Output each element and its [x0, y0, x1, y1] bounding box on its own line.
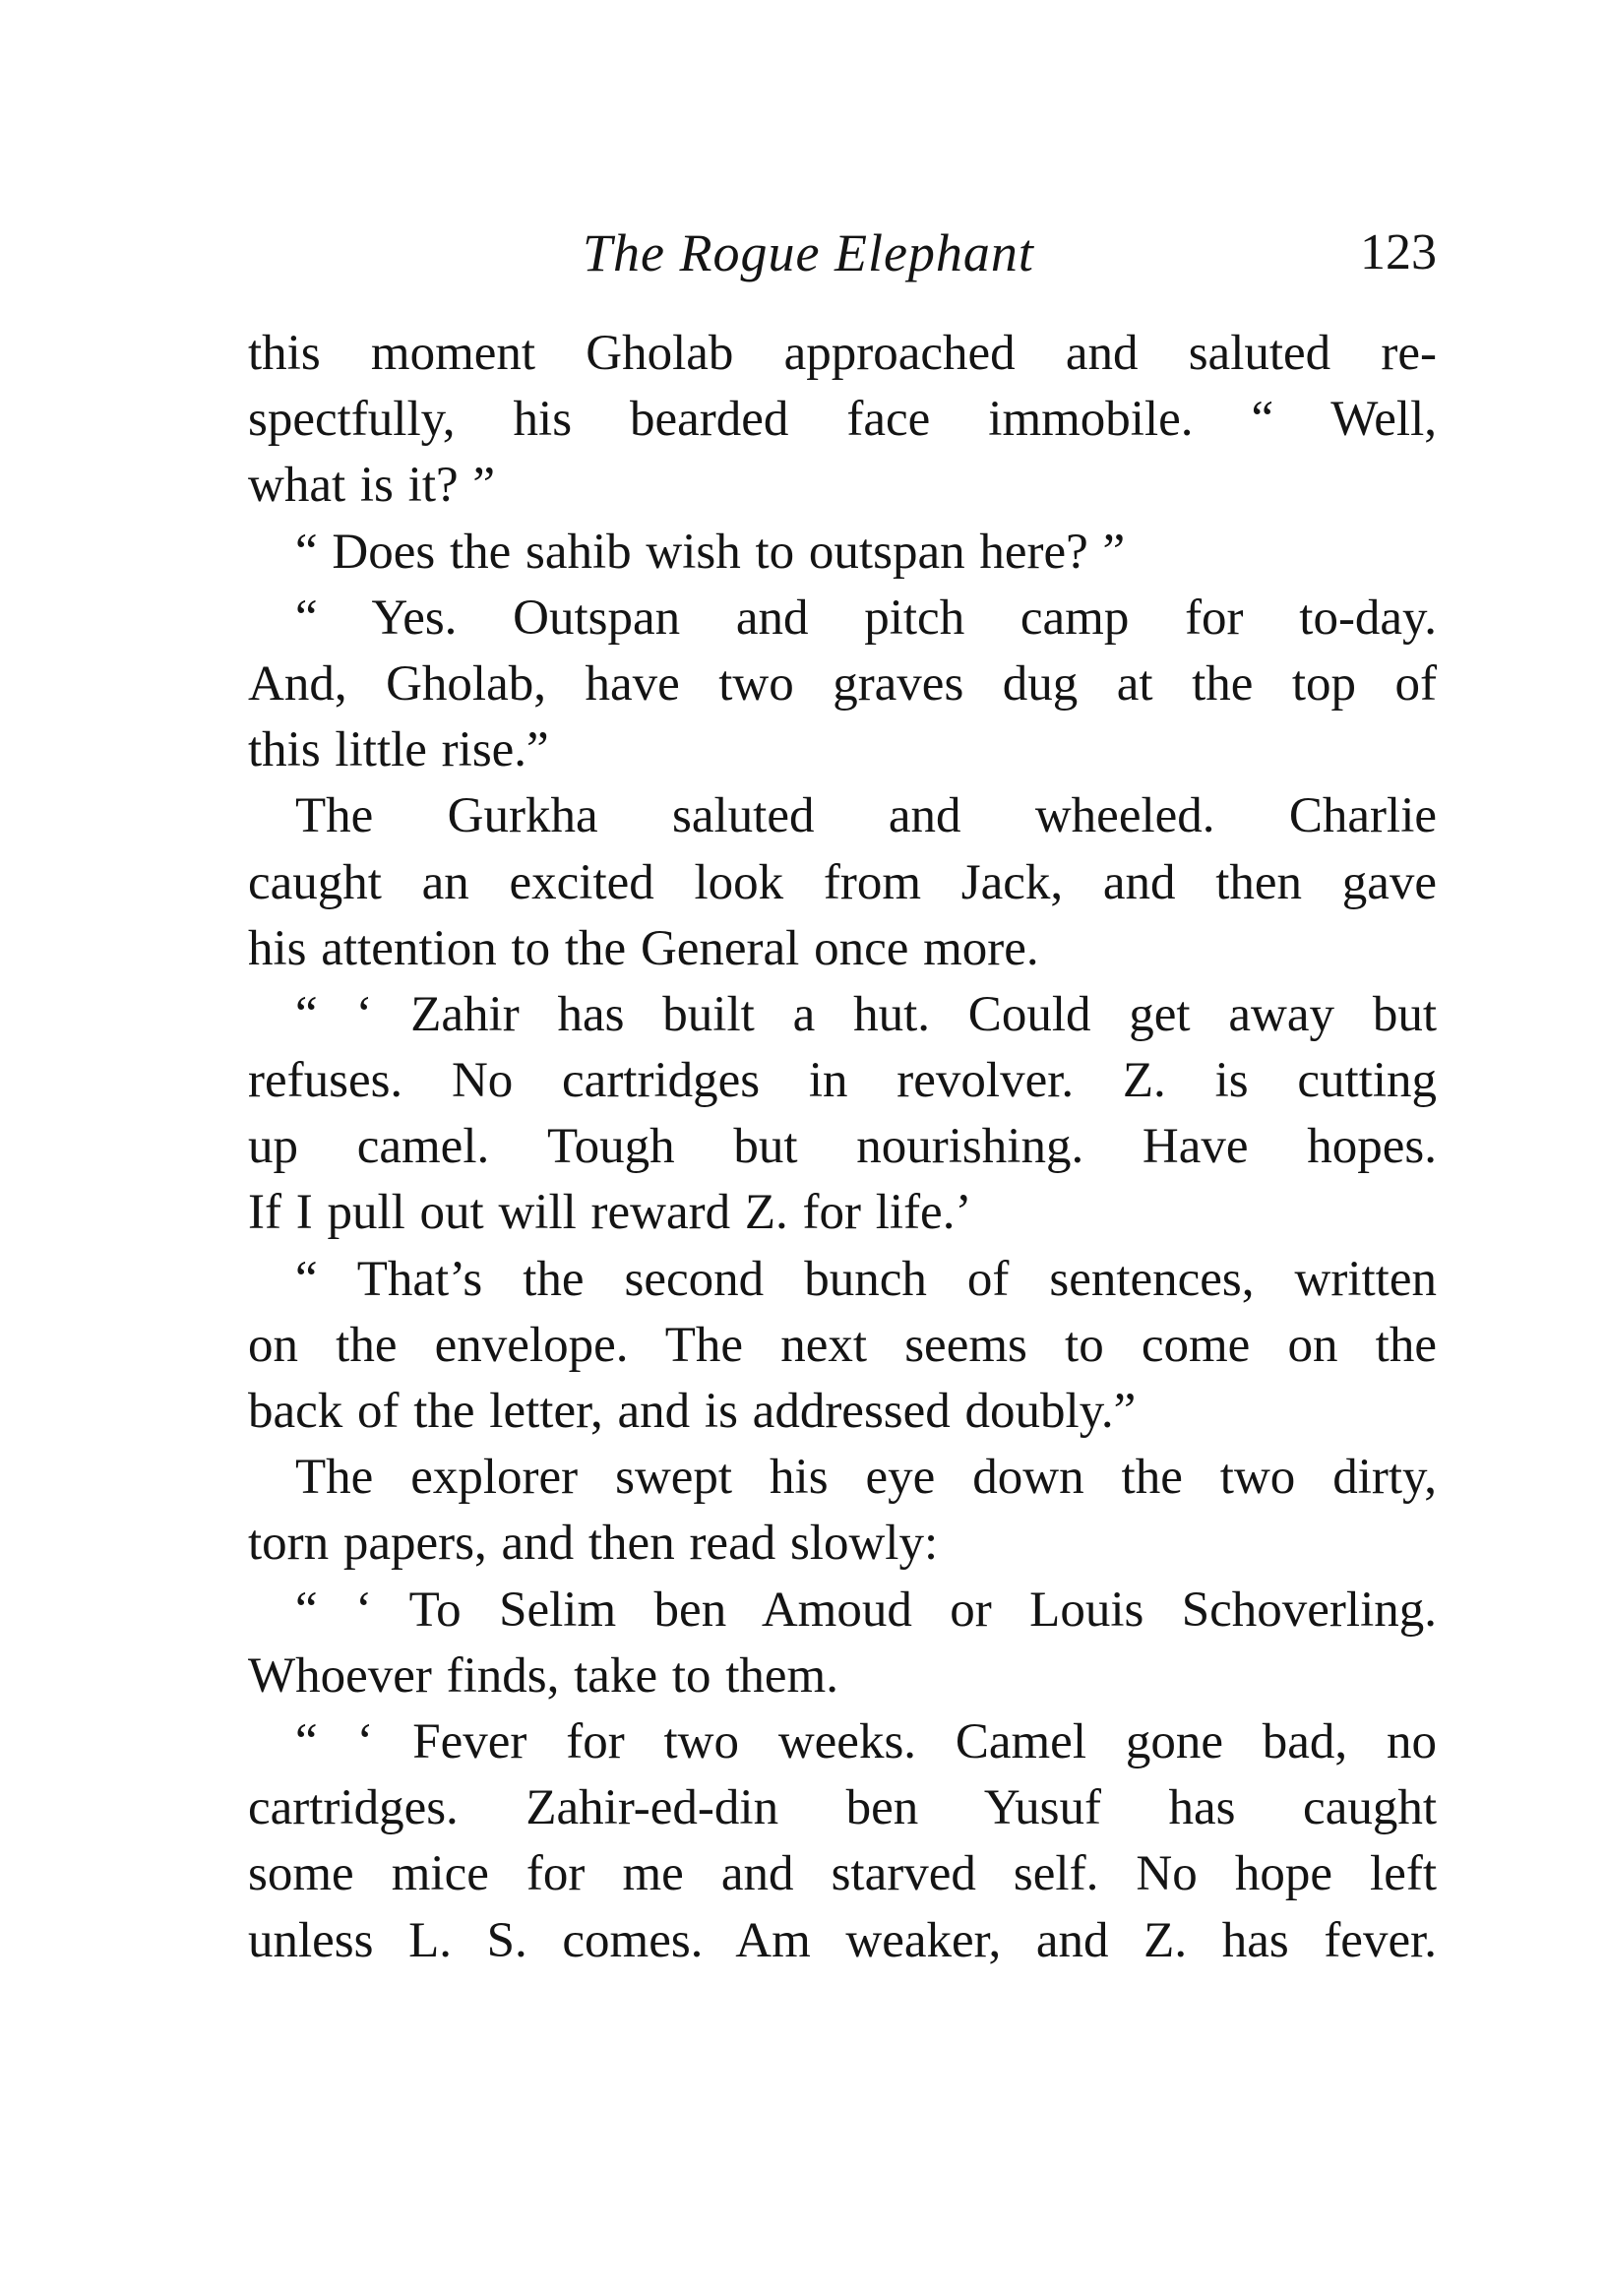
text-line: on the envelope. The next seems to come on the	[248, 1317, 1437, 1373]
text-line: “ That’s the second bunch of sentences, written	[295, 1251, 1437, 1307]
text-line: “ ‘ To Selim ben Amoud or Louis Schoverling.	[295, 1582, 1437, 1638]
text-line: If I pull out will reward Z. for life.’	[248, 1185, 972, 1241]
text-line: The Gurkha saluted and wheeled. Charlie	[295, 788, 1437, 844]
text-line: some mice for me and starved self. No hope left	[248, 1846, 1437, 1902]
body-text	[248, 321, 1437, 1974]
text-line: his attention to the General once more.	[248, 920, 1039, 976]
page-number: 123	[1360, 224, 1437, 280]
running-head	[248, 218, 1437, 287]
text-line: And, Gholab, have two graves dug at the top of	[248, 655, 1437, 712]
text-line: The explorer swept his eye down the two dirty,	[295, 1450, 1437, 1506]
text-line: what is it? ”	[248, 458, 496, 514]
text-line: spectfully, his bearded face immobile. “ Well,	[248, 392, 1437, 448]
text-line: refuses. No cartridges in revolver. Z. is cutting	[248, 1053, 1437, 1109]
text-line: “ ‘ Zahir has built a hut. Could get away but	[295, 986, 1437, 1042]
text-line: up camel. Tough but nourishing. Have hopes.	[248, 1119, 1437, 1175]
text-line: this little rise.”	[248, 722, 549, 778]
text-line: Whoever finds, take to them.	[248, 1647, 838, 1704]
text-line: torn papers, and then read slowly:	[248, 1516, 939, 1572]
text-line: “ Does the sahib wish to outspan here? ”	[295, 524, 1126, 580]
text-line: back of the letter, and is addressed doubly.”	[248, 1384, 1137, 1439]
running-title: The Rogue Elephant	[583, 223, 1034, 282]
text-line: this moment Gholab approached and saluted re-	[248, 326, 1437, 381]
text-line: caught an excited look from Jack, and then gave	[248, 854, 1437, 910]
text-line: “ Yes. Outspan and pitch camp for to-day.	[295, 590, 1437, 646]
text-line: “ ‘ Fever for two weeks. Camel gone bad, no	[295, 1713, 1437, 1769]
text-line: unless L. S. comes. Am weaker, and Z. has fever.	[248, 1912, 1437, 1968]
text-line: cartridges. Zahir-ed-din ben Yusuf has caught	[248, 1780, 1437, 1836]
